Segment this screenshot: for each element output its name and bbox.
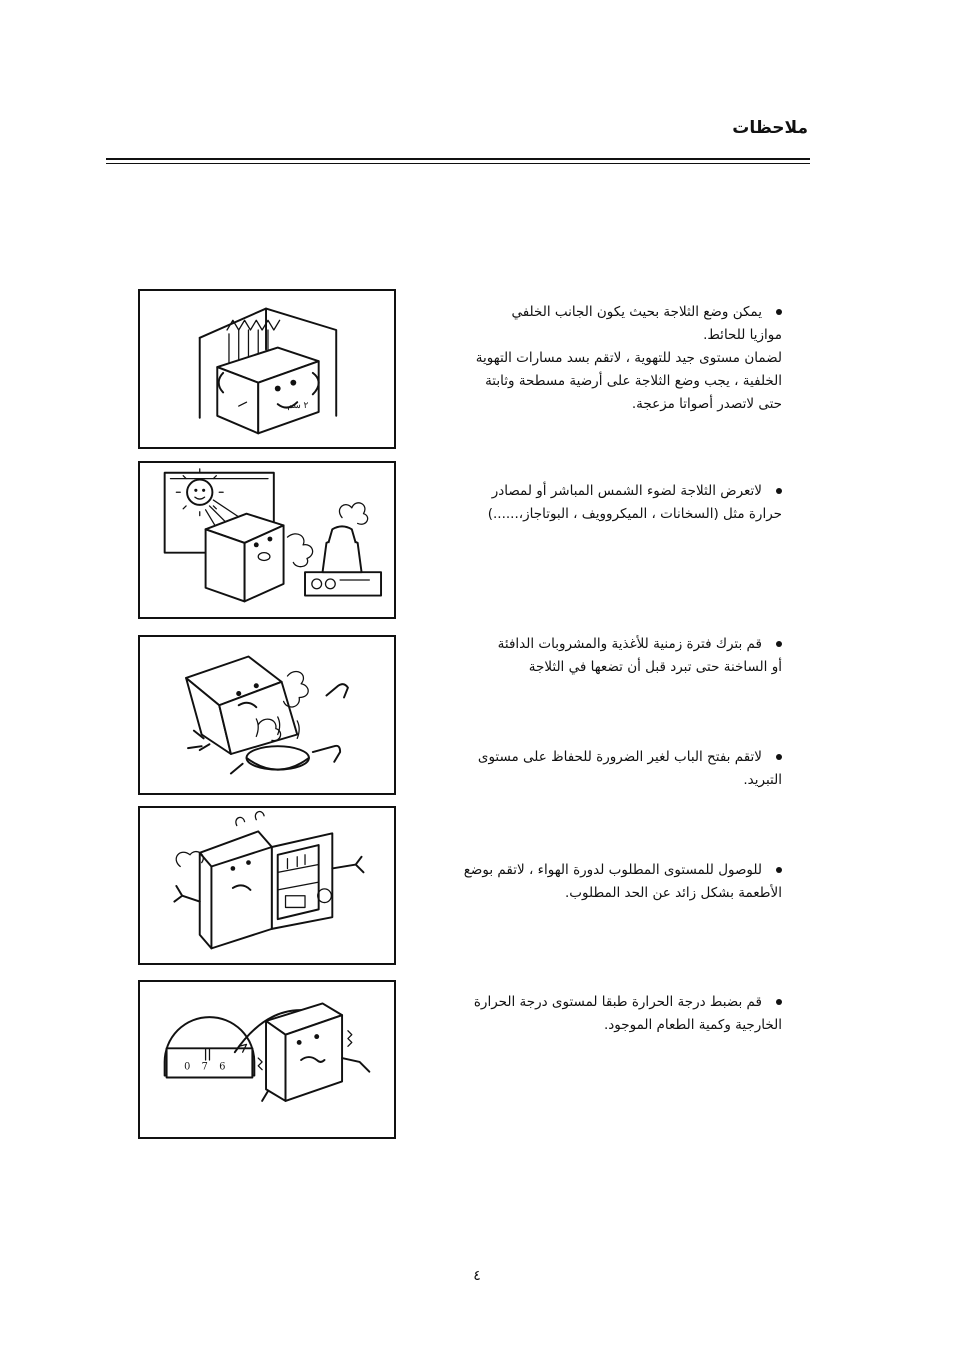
- dial-label-0: 0: [184, 1061, 191, 1073]
- note-air-circulation: [412, 859, 782, 905]
- note-line: قم بترك فترة زمنية للأغذية والمشروبات الدافئة: [497, 636, 762, 652]
- note-line: يمكن وضع الثلاجة بحيث يكون الجانب الخلفي: [511, 304, 762, 320]
- illustration-fridge-against-wall: [138, 289, 396, 449]
- illustration-hot-food: [138, 635, 396, 795]
- note-line: لضمان مستوى جيد للتهوية ، لاتقم بسد مسارات التهوية: [475, 350, 782, 366]
- note-line: الخارجية وكمية الطعام الموجود.: [604, 1017, 782, 1033]
- note-line: التبريد.: [743, 772, 782, 788]
- dial-label-6: 6: [219, 1061, 226, 1073]
- note-line: موازيا للحائط.: [703, 327, 782, 343]
- page-number: ٤: [473, 1268, 481, 1284]
- note-line: لاتقم بفتح الباب لغير الضرورة للحفاظ على مستوى: [477, 749, 762, 765]
- note-line: لاتعرض الثلاجة لضوء الشمس المباشر أو لمصادر: [491, 483, 762, 499]
- bullet-icon: [776, 641, 782, 647]
- note-heat-sources: [432, 480, 782, 526]
- note-hot-food: [432, 633, 782, 679]
- distance-label: ٢ سم: [287, 401, 309, 411]
- bullet-icon: [776, 754, 782, 760]
- dial-label-7: 7: [201, 1061, 208, 1073]
- illustration-temperature-dial: [138, 980, 396, 1139]
- note-line: الأطعمة بشكل زائد عن الحد المطلوب.: [565, 885, 782, 901]
- note-line: للوصول للمستوى المطلوب لدورة الهواء ، لاتقم بوضع: [463, 862, 762, 878]
- note-line: الخلفية ، يجب وضع الثلاجة على أرضية مسطحة وثابتة: [485, 373, 782, 389]
- note-line: قم بضبط درجة الحرارة طبقا لمستوى درجة الحرارة: [473, 994, 762, 1010]
- note-line: حتى لاتصدر أصواتا مزعجة.: [631, 396, 782, 412]
- bullet-icon: [776, 999, 782, 1005]
- note-door-opening: [432, 746, 782, 792]
- title-rule-top: [106, 158, 810, 160]
- illustration-sun-and-heat: [138, 461, 396, 619]
- note-temperature-setting: [432, 991, 782, 1037]
- note-line: أو الساخنة حتى تبرد قبل أن تضعها في الثلاجة: [528, 659, 782, 675]
- bullet-icon: [776, 867, 782, 873]
- bullet-icon: [776, 309, 782, 315]
- bullet-icon: [776, 488, 782, 494]
- illustration-open-fridge: [138, 806, 396, 965]
- note-line: حرارة مثل (السخانات ، الميكروويف ، البوتاجاز،......): [487, 506, 782, 522]
- page-title: ملاحظات: [732, 118, 808, 138]
- note-ventilation: [432, 301, 782, 416]
- title-rule-bottom: [106, 163, 810, 164]
